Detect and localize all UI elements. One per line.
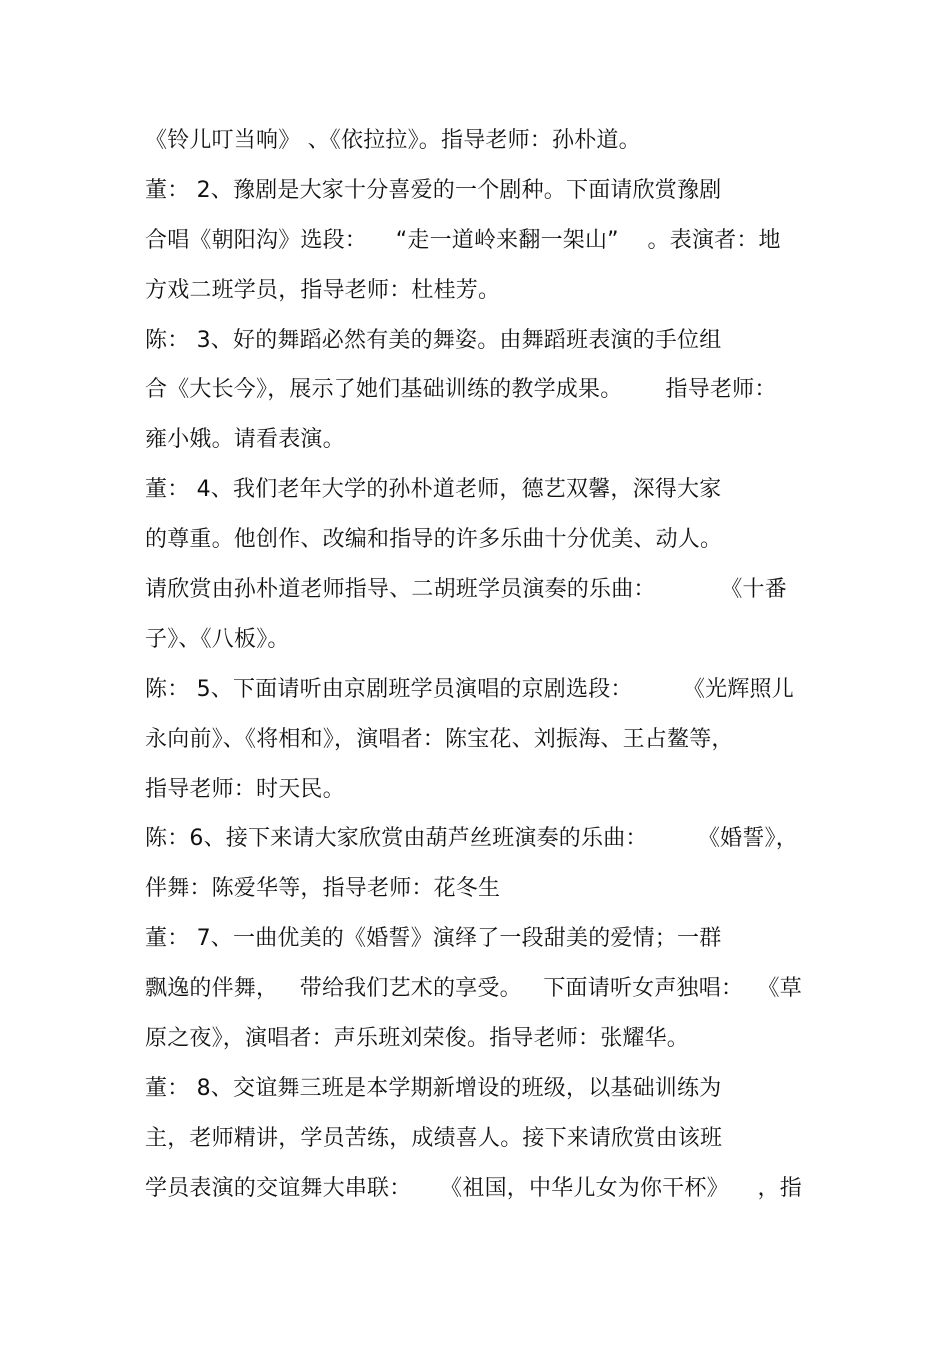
text-line-14: 指导老师：时天民。 — [145, 777, 345, 802]
text-line-12: 陈： 5、下面请听由京剧班学员演唱的京剧选段： 《光辉照儿 — [145, 677, 794, 702]
text-line-16: 伴舞：陈爱华等，指导老师：花冬生 — [145, 876, 501, 901]
text-line-15: 陈：6、接下来请大家欣赏由葫芦丝班演奏的乐曲： 《婚誓》， — [145, 826, 798, 851]
text-line-5: 陈： 3、好的舞蹈必然有美的舞姿。由舞蹈班表演的手位组 — [145, 328, 722, 353]
text-line-3: 合唱《朝阳沟》选段： “走一道岭来翻一架山” 。表演者：地 — [145, 228, 781, 253]
text-line-21: 主，老师精讲，学员苦练，成绩喜人。接下来请欣赏由该班 — [145, 1126, 723, 1151]
text-line-11: 子》、《八板》。 — [145, 627, 290, 652]
text-line-9: 的尊重。他创作、改编和指导的许多乐曲十分优美、动人。 — [145, 527, 723, 552]
text-line-7: 雍小娥。请看表演。 — [145, 427, 345, 452]
text-line-2: 董： 2、豫剧是大家十分喜爱的一个剧种。下面请欣赏豫剧 — [145, 178, 722, 203]
text-line-18: 飘逸的伴舞， 带给我们艺术的享受。 下面请听女声独唱： 《草 — [145, 976, 802, 1001]
text-line-4: 方戏二班学员，指导老师：杜桂芳。 — [145, 278, 501, 303]
text-line-1: 《铃儿叮当响》 、《依拉拉》。指导老师：孙朴道。 — [145, 128, 641, 153]
text-line-20: 董： 8、交谊舞三班是本学期新增设的班级，以基础训练为 — [145, 1076, 722, 1101]
text-line-19: 原之夜》，演唱者：声乐班刘荣俊。指导老师：张耀华。 — [145, 1026, 690, 1051]
text-line-6: 合《大长今》，展示了她们基础训练的教学成果。 指导老师： — [145, 377, 777, 402]
text-line-13: 永向前》、《将相和》，演唱者：陈宝花、刘振海、王占鳌等， — [145, 727, 734, 752]
text-line-17: 董： 7、一曲优美的《婚誓》演绎了一段甜美的爱情；一群 — [145, 926, 722, 951]
text-line-10: 请欣赏由孙朴道老师指导、二胡班学员演奏的乐曲： 《十番 — [145, 577, 787, 602]
text-line-22: 学员表演的交谊舞大串联： 《祖国，中华儿女为你干杯》 ，指 — [145, 1176, 802, 1201]
text-line-8: 董： 4、我们老年大学的孙朴道老师，德艺双馨，深得大家 — [145, 477, 722, 502]
